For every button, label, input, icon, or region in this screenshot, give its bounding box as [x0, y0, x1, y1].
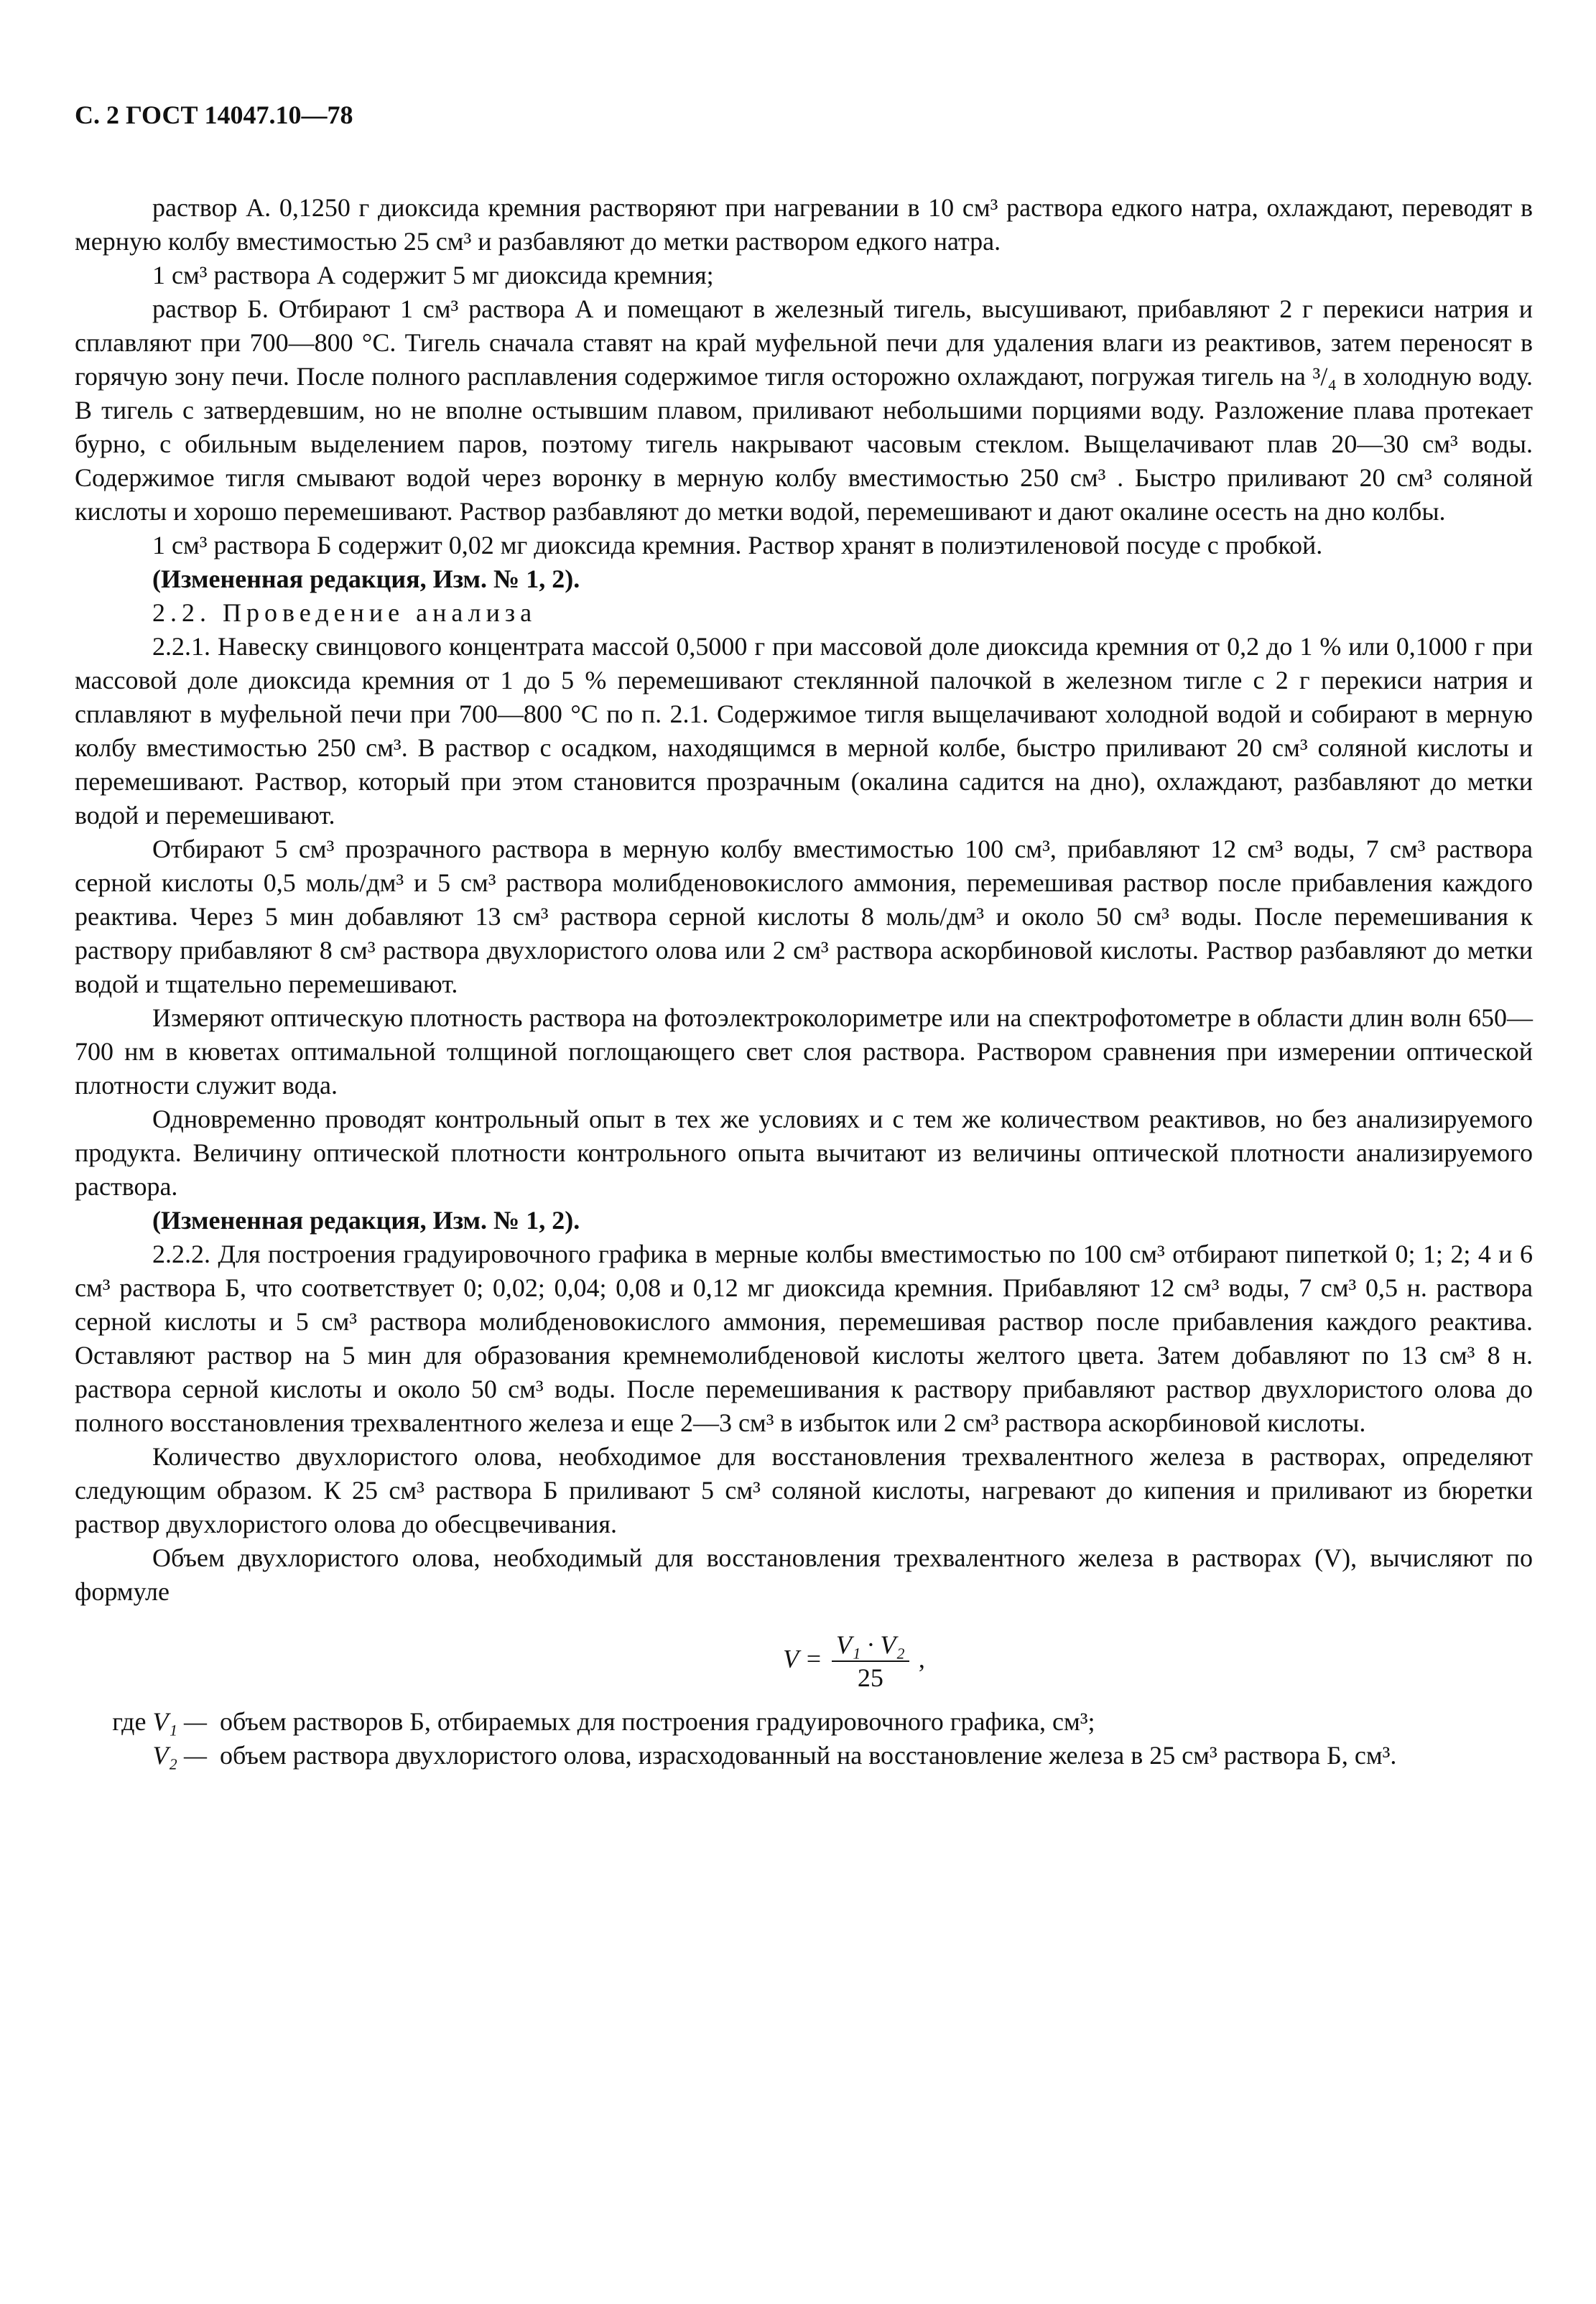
- definition-text: объем раствора двухлористого олова, израсходованный на восстановление железа в 25 см³ раствора Б, см³.: [220, 1741, 1397, 1770]
- definition-term: [75, 1705, 220, 1739]
- paragraph: Одновременно проводят контрольный опыт в тех же условиях и с тем же количеством реактивов, но без анализируемого продукта. Величину оптической плотности контрольного опыта вычитают из величины оптической плотности анализируемого раствора.: [75, 1105, 1533, 1201]
- paragraph: раствор Б. Отбирают 1 см³ раствора А и помещают в железный тигель, высушивают, прибавляют 2 г перекиси натрия и сплавляют при 700—800 °С. Тигель сначала ставят на край муфельной печи для удаления влаги из реактивов, затем переносят в горячую зону печи. После полного расплавления содержимое тигля осторожно охлаждают, погружая тигель на ³/₄ в холодную воду. В тигель с затвердевшим, но не вполне остывшим плавом, приливают небольшими порциями воду. Разложение плава протекает бурно, с обильным выделением паров, поэтому тигель накрывают часовым стеклом. Выщелачивают плав 20—30 см³ воды. Содержимое тигля смывают водой через воронку в мерную колбу вместимостью 250 см³ . Быстро приливают 20 см³ соляной кислоты и хорошо перемешивают. Раствор разбавляют до метки водой, перемешивают и дают окалине осесть на дно колбы.: [75, 294, 1533, 526]
- formula-denominator: 25: [857, 1663, 883, 1692]
- paragraph: 2.2.2. Для построения градуировочного графика в мерные колбы вместимостью по 100 см³ отбирают пипеткой 0; 1; 2; 4 и 6 см³ раствора Б, что соответствует 0; 0,02; 0,04; 0,08 и 0,12 мг диоксида кремния. Прибавляют 12 см³ воды, 7 см³ 0,5 н. раствора серной кислоты и 5 см³ раствора молибденовокислого аммония, перемешивая раствор после прибавления каждого реактива. Оставляют раствор на 5 мин для образования кремнемолибденовой кислоты желтого цвета. Затем добавляют по 13 см³ 8 н. раствора серной кислоты и около 50 см³ воды. После перемешивания к раствору прибавляют раствор двухлористого олова до полного восстановления трехвалентного железа и еще 2—3 см³ в избыток или 2 см³ раствора аскорбиновой кислоты.: [75, 1240, 1533, 1437]
- formula-tail: ,: [918, 1644, 925, 1673]
- formula-lhs: V =: [783, 1644, 822, 1673]
- paragraph: 2.2.1. Навеску свинцового концентрата массой 0,5000 г при массовой доле диоксида кремния от 0,2 до 1 % или 0,1000 г при массовой доле диоксида кремния от 1 до 5 % перемешивают стеклянной палочкой в железном тигле с 2 г перекиси натрия и сплавляют в муфельной печи при 700—800 °С по п. 2.1. Содержимое тигля выщелачивают холодной водой и собирают в мерную колбу вместимостью 250 см³. В раствор с осадком, находящимся в мерной колбе, быстро приливают 20 см³ соляной кислоты и перемешивают. Раствор, который при этом становится прозрачным (окалина садится на дно), охлаждают, разбавляют до метки водой и перемешивают.: [75, 632, 1533, 830]
- definitions: [75, 1705, 1533, 1773]
- definition-row: [75, 1705, 1533, 1739]
- section-heading: 2.2. Проведение анализа: [152, 598, 537, 627]
- revision-note: (Измененная редакция, Изм. № 1, 2).: [152, 565, 580, 593]
- definition-symbol: V₂ —: [152, 1741, 207, 1770]
- definition-text: объем растворов Б, отбираемых для построения градуировочного графика, см³;: [220, 1707, 1095, 1736]
- page-header: С. 2 ГОСТ 14047.10—78: [75, 101, 353, 129]
- formula-numerator: V₁ · V₂: [832, 1629, 909, 1662]
- revision-note: (Измененная редакция, Изм. № 1, 2).: [152, 1206, 580, 1235]
- formula: [75, 1629, 1533, 1694]
- definition-prefix: где: [112, 1707, 147, 1736]
- paragraph: 1 см³ раствора Б содержит 0,02 мг диоксида кремния. Раствор хранят в полиэтиленовой посуде с пробкой.: [152, 531, 1323, 559]
- body-text: [75, 191, 1533, 1609]
- definition-symbol: V₁ —: [152, 1707, 207, 1736]
- paragraph: Измеряют оптическую плотность раствора на фотоэлектроколориметре или на спектрофотометре в области длин волн 650—700 нм в кюветах оптимальной толщиной поглощающего свет слоя раствора. Раствором сравнения при измерении оптической плотности служит вода.: [75, 1003, 1533, 1100]
- paragraph: Отбирают 5 см³ прозрачного раствора в мерную колбу вместимостью 100 см³, прибавляют 12 см³ воды, 7 см³ раствора серной кислоты 0,5 моль/дм³ и 5 см³ раствора молибденовокислого аммония, перемешивая раствор после прибавления каждого реактива. Через 5 мин добавляют 13 см³ раствора серной кислоты 8 моль/дм³ и около 50 см³ воды. После перемешивания к раствору прибавляют 8 см³ раствора двухлористого олова или 2 см³ раствора аскорбиновой кислоты. Раствор разбавляют до метки водой и тщательно перемешивают.: [75, 835, 1533, 998]
- paragraph: Объем двухлористого олова, необходимый для восстановления трехвалентного железа в растворах (V), вычисляют по формуле: [75, 1543, 1533, 1606]
- paragraph: 1 см³ раствора А содержит 5 мг диоксида кремния;: [152, 261, 714, 289]
- definition-term: [75, 1739, 220, 1773]
- paragraph: Количество двухлористого олова, необходимое для восстановления трехвалентного железа в растворах, определяют следующим образом. К 25 см³ раствора Б приливают 5 см³ соляной кислоты, нагревают до кипения и приливают из бюретки раствор двухлористого олова до обесцвечивания.: [75, 1442, 1533, 1538]
- formula-fraction: [832, 1629, 909, 1694]
- paragraph: раствор А. 0,1250 г диоксида кремния растворяют при нагревании в 10 см³ раствора едкого натра, охлаждают, переводят в мерную колбу вместимостью 25 см³ и разбавляют до метки раствором едкого натра.: [75, 193, 1533, 256]
- definition-row: [75, 1739, 1533, 1773]
